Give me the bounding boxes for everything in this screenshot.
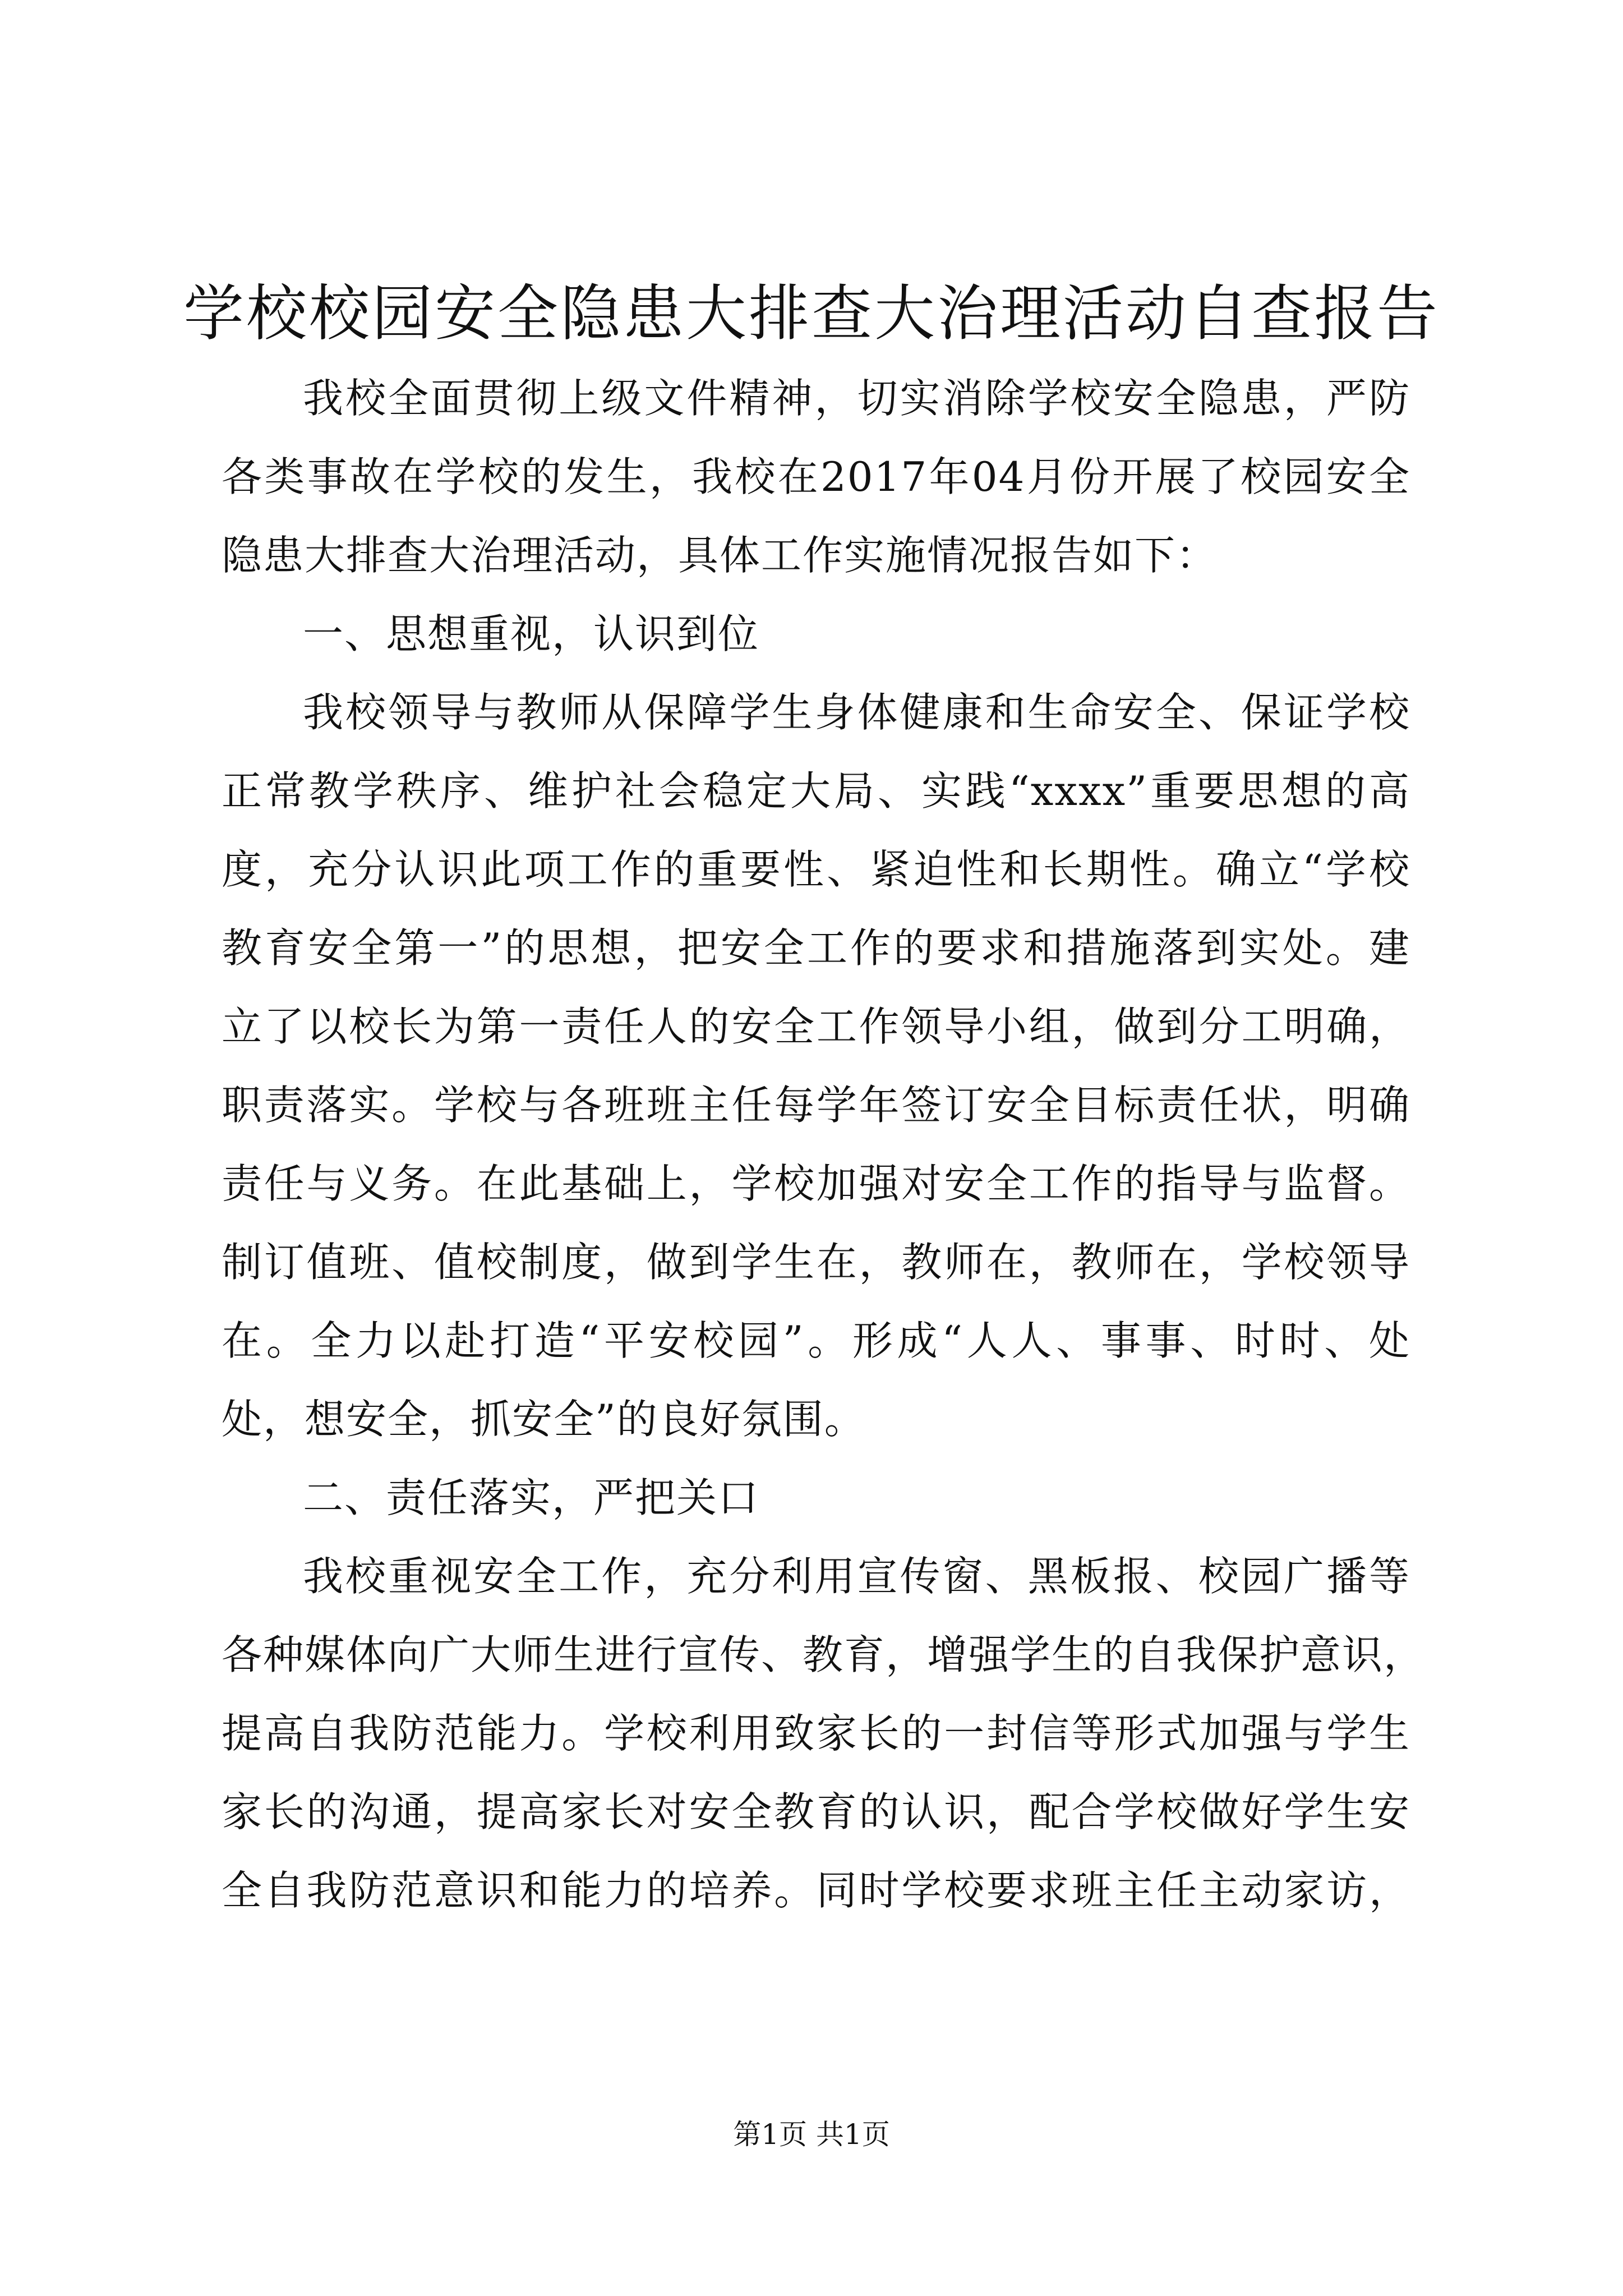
paragraph-line: 教育安全第一”的思想，把安全工作的要求和措施落到实处。建 [222, 924, 1410, 972]
section-heading: 一、思想重视，认识到位 [303, 610, 760, 657]
paragraph-line: 我校领导与教师从保障学生身体健康和生命安全、保证学校 [303, 689, 1410, 736]
paragraph-line: 隐患大排查大治理活动，具体工作实施情况报告如下： [222, 532, 1218, 579]
paragraph-line: 正常教学秩序、维护社会稳定大局、实践“xxxx”重要思想的高 [222, 767, 1410, 815]
paragraph-line: 家长的沟通，提高家长对安全教育的认识，配合学校做好学生安 [222, 1788, 1410, 1835]
page-number: 第1页 共1页 [733, 2118, 890, 2151]
paragraph-line: 职责落实。学校与各班班主任每学年签订安全目标责任状，明确 [222, 1082, 1410, 1129]
paragraph-line: 在。全力以赴打造“平安校园”。形成“人人、事事、时时、处 [222, 1317, 1410, 1364]
paragraph-line: 处，想安全，抓安全”的良好氛围。 [222, 1396, 866, 1443]
document-body [222, 359, 1426, 1930]
section-heading: 二、责任落实，严把关口 [303, 1474, 760, 1521]
paragraph-line: 制订值班、值校制度，做到学生在，教师在，教师在，学校领导 [222, 1239, 1410, 1286]
paragraph-line: 立了以校长为第一责任人的安全工作领导小组，做到分工明确， [222, 1003, 1410, 1050]
paragraph-line: 我校全面贯彻上级文件精神，切实消除学校安全隐患，严防 [303, 375, 1410, 422]
paragraph-line: 各类事故在学校的发生，我校在2017年04月份开展了校园安全 [222, 453, 1410, 500]
document-title: 学校校园安全隐患大排查大治理活动自查报告 [183, 279, 1440, 349]
paragraph-line: 责任与义务。在此基础上，学校加强对安全工作的指导与监督。 [222, 1160, 1410, 1207]
paragraph-line: 提高自我防范能力。学校利用致家长的一封信等形式加强与学生 [222, 1710, 1410, 1757]
paragraph-line: 我校重视安全工作，充分利用宣传窗、黑板报、校园广播等 [303, 1553, 1410, 1600]
paragraph-line: 度，充分认识此项工作的重要性、紧迫性和长期性。确立“学校 [222, 846, 1410, 893]
paragraph-line: 全自我防范意识和能力的培养。同时学校要求班主任主动家访， [222, 1867, 1410, 1914]
paragraph-line: 各种媒体向广大师生进行宣传、教育，增强学生的自我保护意识， [222, 1631, 1426, 1678]
